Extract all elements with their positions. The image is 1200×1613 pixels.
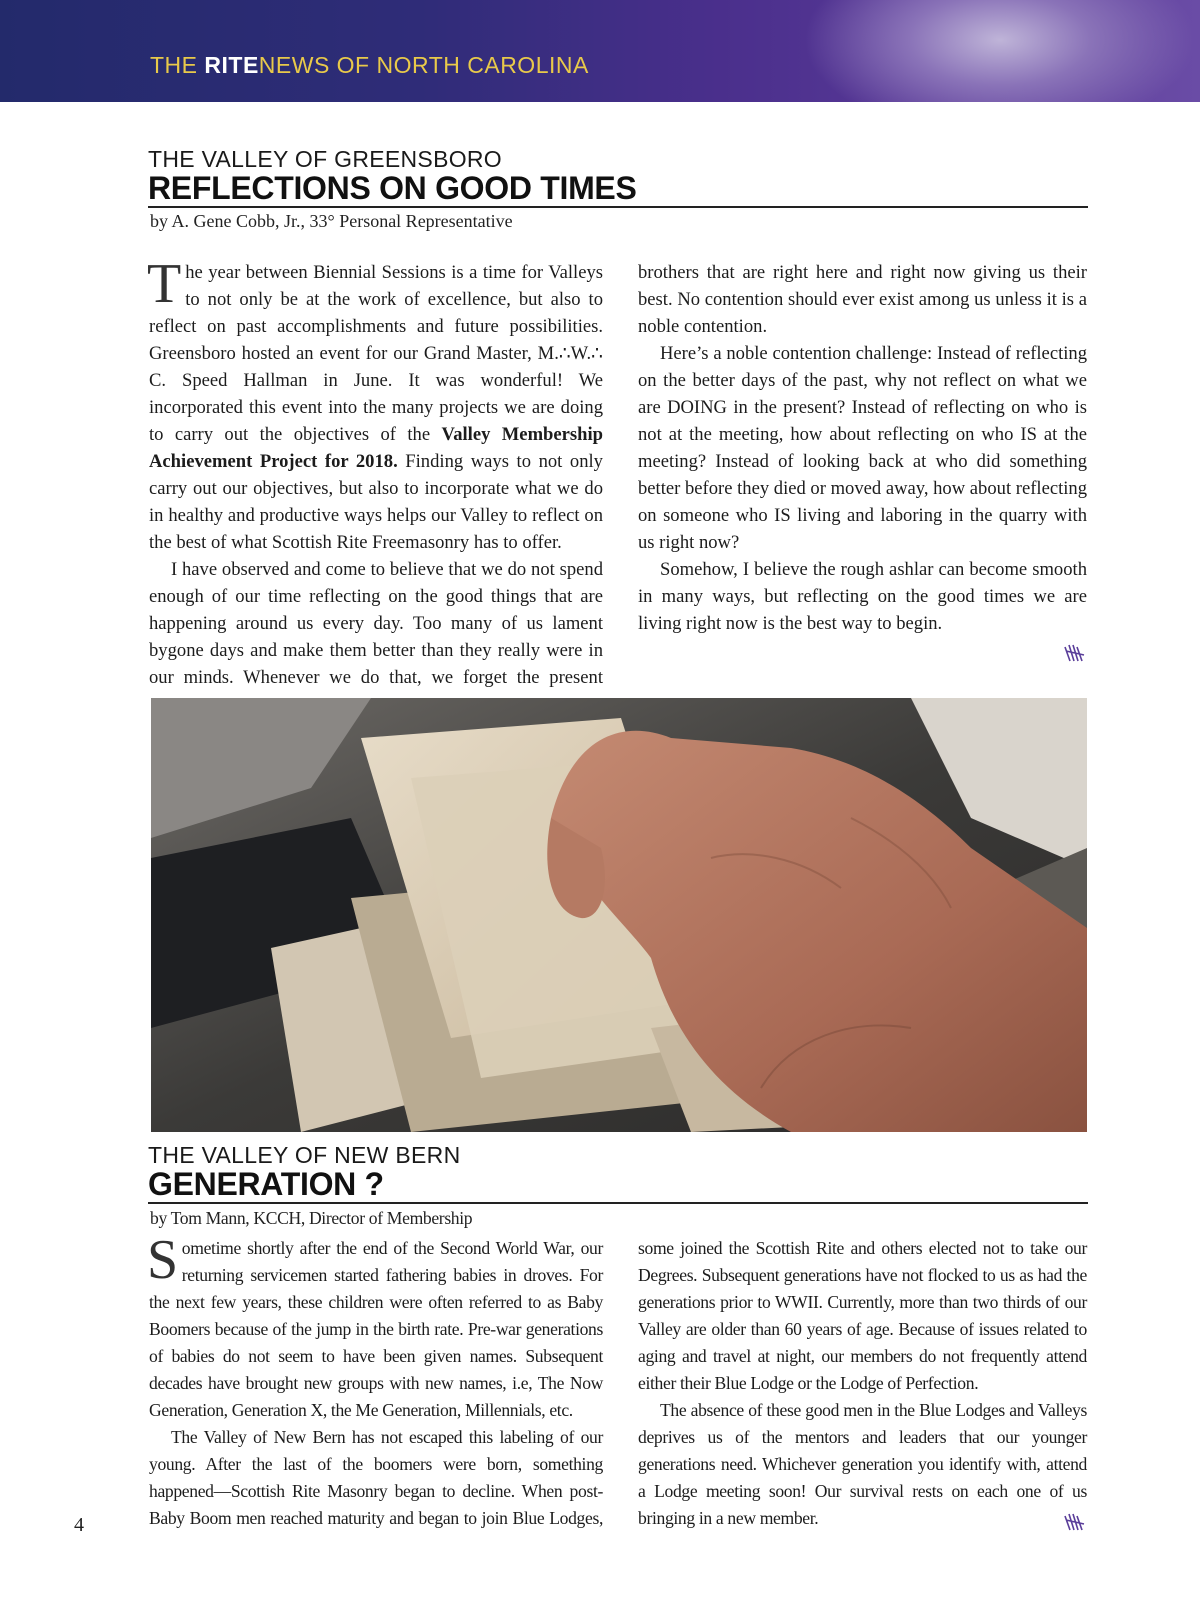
publication-title: THE RITENEWS OF NORTH CAROLINA xyxy=(150,52,589,78)
paragraph-continued: brothers that are right here and right now giving us their best. No contention should ever exist among us unless it is a noble contention. xyxy=(638,262,1087,337)
article2-headline: GENERATION ? xyxy=(148,1166,384,1202)
article2-paragraph-3: The absence of these good men in the Blue Lodges and Valleys deprives us of the mentors and leaders that our younger generations need. Whichever generation you identify with, attend a Lodge meeting soon! Our survival rests on each one of us bringing in a new member. xyxy=(638,1400,1087,1528)
article2-rule xyxy=(148,1202,1088,1204)
article1-dropcap: T xyxy=(147,253,182,315)
article2-byline: by Tom Mann, KCCH, Director of Membership xyxy=(150,1208,473,1228)
end-of-article-icon xyxy=(1064,643,1086,663)
paragraph-continued: some joined the Scottish Rite and others elected not to take our Degrees. Subsequent generations have not flocked to us as had the generations prior to WWII. Currently, more than two thirds of our Valley are older than 60 years of age. Because of issues related to aging and travel at night, our members do not frequently attend either their Blue Lodge or the Lodge of Perfection. xyxy=(638,1238,1087,1393)
article1-column-left xyxy=(147,253,603,691)
article2-column-left xyxy=(147,1229,603,1532)
article1-paragraph-1: The year between Biennial Sessions is a time for Valleys to not only be at the work of excellence, but also to reflect on past accomplishments and future possibilities. Greensboro hosted an event for our Grand Master, M.∴W.∴ C. Speed Hallman in June. It was wonderful! We incorporated this event into the many projects we are doing to carry out the objectives of the Valley Membership Achievement Project for 2018. Finding ways to not only carry out our objectives, but also to incorporate what we do in healthy and productive ways helps our Valley to reflect on the best of what Scottish Rite Freemasonry has to offer. xyxy=(147,253,603,553)
article1-byline: by A. Gene Cobb, Jr., 33° Personal Representative xyxy=(150,211,513,231)
article1-kicker: THE VALLEY OF GREENSBORO xyxy=(148,146,502,172)
article2-column-right xyxy=(638,1235,1087,1532)
article2-paragraph-2: The Valley of New Bern has not escaped this labeling of our young. After the last of the boomers were born, something happened—Scottish Rite Masonry began to decline. When post-Baby Boom men reached maturity and began to join Blue Lodges, xyxy=(149,1427,603,1528)
article1-bold-phrase: Valley Membership Achievement Project for 2018. xyxy=(149,424,603,472)
article2-paragraph-1: Sometime shortly after the end of the Second World War, our returning servicemen started fathering babies in droves. For the next few years, these children were often referred to as Baby Boomers because of the jump in the birth rate. Pre-war generations of babies do not seem to have been given names. Subsequent decades have brought new groups with new names, i.e, The Now Generation, Generation X, the Me Generation, Millennials, etc. xyxy=(147,1229,603,1420)
article1-column-right xyxy=(638,259,1087,637)
article2-kicker: THE VALLEY OF NEW BERN xyxy=(148,1142,461,1168)
article1-headline: REFLECTIONS ON GOOD TIMES xyxy=(148,170,637,206)
article1-paragraph-4: Somehow, I believe the rough ashlar can become smooth in many ways, but reflecting on the good times we are living right now is the best way to begin. xyxy=(638,559,1087,634)
article1-paragraph-2: I have observed and come to believe that we do not spend enough of our time reflecting on the good things that are happening around us every day. Too many of us lament bygone days and make them better than they really were in our minds. Whenever we do that, we forget the present xyxy=(149,559,603,688)
article1-paragraph-3: Here’s a noble contention challenge: Instead of reflecting on the better days of the past, why not reflect on what we are DOING in the present? Instead of reflecting on who is not at the meeting, how about reflecting on who IS at the meeting? Instead of looking back at who did something better before they died or moved away, how about reflecting on someone who IS living and laboring in the quarry with us right now? xyxy=(638,343,1088,553)
end-of-article-icon xyxy=(1064,1512,1086,1532)
article2-dropcap: S xyxy=(147,1229,178,1291)
page-number: 4 xyxy=(74,1514,84,1536)
article-photo-hand-on-old-photos xyxy=(151,698,1087,1132)
publication-brand: RITE xyxy=(204,52,259,78)
article1-rule xyxy=(148,206,1088,208)
masthead-banner xyxy=(0,0,1200,102)
